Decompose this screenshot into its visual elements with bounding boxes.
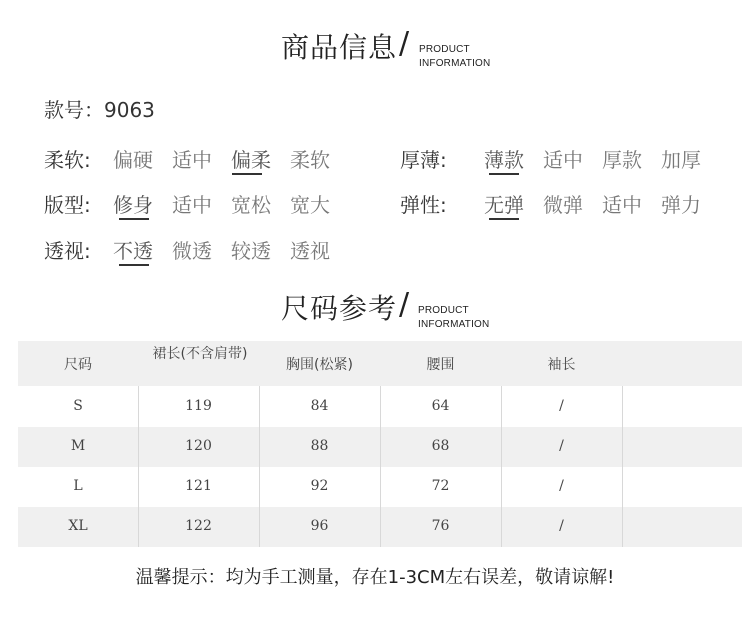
- thickness-label: 厚薄:: [400, 148, 447, 172]
- table-divider-5: [622, 386, 623, 547]
- cell-sleeve: /: [559, 478, 564, 494]
- thickness-selected-underline: [489, 173, 519, 175]
- softness-option-1: 偏硬: [113, 148, 153, 172]
- cell-sleeve: /: [559, 438, 564, 454]
- sheerness-option-2: 微透: [172, 239, 212, 263]
- softness-option-2: 适中: [172, 148, 212, 172]
- thickness-option-4: 加厚: [661, 148, 701, 172]
- softness-selected-underline: [232, 173, 262, 175]
- elasticity-label: 弹性:: [400, 193, 447, 217]
- cell-waist: 68: [431, 438, 450, 454]
- cell-bust: 84: [310, 398, 329, 414]
- size-title-slash: /: [399, 287, 410, 322]
- title-slash: /: [399, 26, 410, 61]
- elasticity-option-4: 弹力: [661, 193, 701, 217]
- cell-size: M: [70, 438, 86, 454]
- header-bust: 胸围(松紧): [286, 357, 353, 373]
- size-ref-title: 尺码参考: [281, 292, 398, 325]
- cell-bust: 96: [310, 518, 329, 534]
- fit-option-2: 适中: [172, 193, 212, 217]
- subtitle-line-2: INFORMATION: [419, 58, 491, 69]
- style-number-label: 款号：: [44, 98, 104, 122]
- size-subtitle-line-2: INFORMATION: [418, 319, 490, 330]
- header-sleeve: 袖长: [547, 357, 576, 373]
- size-subtitle-line-1: PRODUCT: [418, 305, 469, 316]
- fit-selected-underline: [119, 218, 149, 220]
- cell-dress-length: 119: [185, 398, 212, 414]
- thickness-option-3: 厚款: [602, 148, 642, 172]
- sheerness-label: 透视:: [44, 239, 91, 263]
- fit-option-4: 宽大: [290, 193, 330, 217]
- elasticity-option-2: 微弹: [543, 193, 583, 217]
- cell-size: XL: [68, 518, 88, 534]
- cell-waist: 76: [431, 518, 450, 534]
- cell-bust: 88: [310, 438, 329, 454]
- style-number-value: 9063: [104, 98, 155, 122]
- size-ref-subtitle: [418, 304, 489, 332]
- fit-option-3: 宽松: [231, 193, 271, 217]
- cell-bust: 92: [310, 478, 329, 494]
- cell-dress-length: 120: [185, 438, 212, 454]
- product-info-subtitle: [419, 43, 490, 71]
- cell-dress-length: 121: [185, 478, 212, 494]
- softness-option-3-selected: 偏柔: [231, 148, 271, 172]
- fit-label: 版型:: [44, 193, 91, 217]
- cell-waist: 72: [431, 478, 450, 494]
- cell-sleeve: /: [559, 398, 564, 414]
- cell-size: L: [73, 478, 83, 494]
- cell-dress-length: 122: [185, 518, 212, 534]
- cell-size: S: [73, 398, 83, 414]
- header-size: 尺码: [64, 357, 92, 373]
- elasticity-option-3: 适中: [602, 193, 642, 217]
- sheerness-option-3: 较透: [231, 239, 271, 263]
- fit-option-1-selected: 修身: [113, 193, 153, 217]
- header-dress-length: 裙长(不含肩带): [152, 346, 248, 362]
- sheerness-selected-underline: [119, 264, 149, 266]
- elasticity-selected-underline: [489, 218, 519, 220]
- sheerness-option-4: 透视: [290, 239, 330, 263]
- product-info-title: 商品信息: [281, 31, 398, 64]
- thickness-option-1-selected: 薄款: [484, 148, 524, 172]
- elasticity-option-1-selected: 无弹: [484, 193, 524, 217]
- header-waist: 腰围: [426, 357, 455, 373]
- style-number: [44, 94, 155, 123]
- sheerness-option-1-selected: 不透: [113, 239, 153, 263]
- softness-label: 柔软:: [44, 148, 91, 172]
- thickness-option-2: 适中: [543, 148, 583, 172]
- subtitle-line-1: PRODUCT: [419, 44, 470, 55]
- measurement-note: 温馨提示：均为手工测量，存在1-3CM左右误差，敬请谅解!: [135, 567, 615, 588]
- cell-sleeve: /: [559, 518, 564, 534]
- cell-waist: 64: [431, 398, 450, 414]
- softness-option-4: 柔软: [290, 148, 330, 172]
